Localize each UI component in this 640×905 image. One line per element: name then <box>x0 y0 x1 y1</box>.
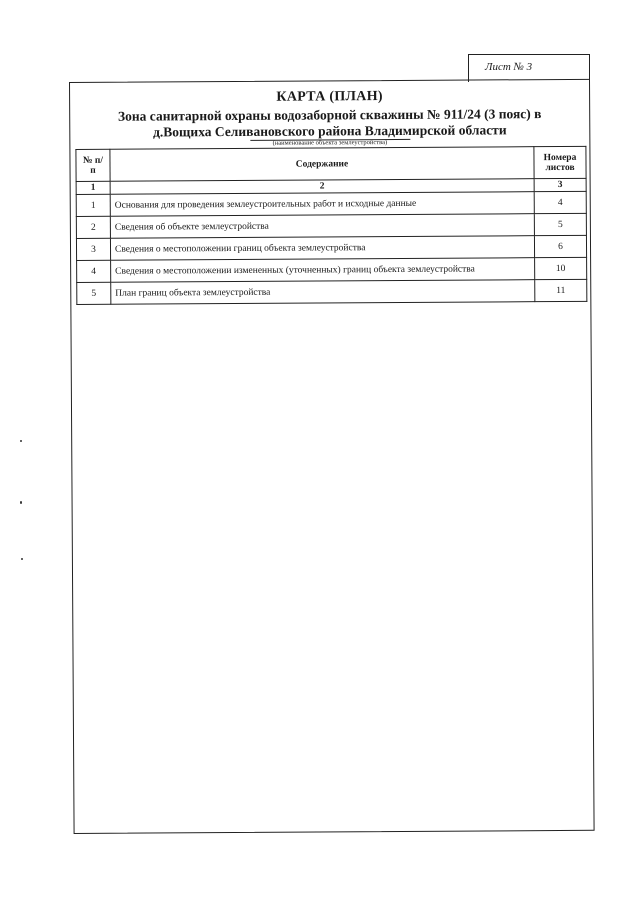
index-cell: 2 <box>110 179 534 195</box>
document-title: КАРТА (ПЛАН) <box>276 89 383 105</box>
row-num: 5 <box>77 282 111 304</box>
row-content: Основания для проведения землеустроительных работ и исходные данные <box>110 192 534 217</box>
document-frame <box>69 79 595 834</box>
row-content: Сведения о местоположении измененных (уточненных) границ объекта землеустройства <box>111 258 535 283</box>
row-sheets: 11 <box>535 279 587 301</box>
row-num: 2 <box>76 216 110 238</box>
object-caption: (наименование объекта землеустройства) <box>272 139 388 147</box>
header-num: № п/п <box>76 149 110 181</box>
row-num: 1 <box>76 194 110 216</box>
sheet-number-box <box>468 54 590 82</box>
row-num: 3 <box>76 238 110 260</box>
table-row <box>77 257 587 282</box>
table-row <box>76 213 586 238</box>
row-sheets: 4 <box>534 191 586 213</box>
row-num: 4 <box>77 260 111 282</box>
row-content: Сведения об объекте землеустройства <box>110 214 534 239</box>
contents-table <box>75 146 587 305</box>
row-content: Сведения о местоположении границ объекта землеустройства <box>110 236 534 261</box>
table-row <box>76 235 586 260</box>
header-content: Содержание <box>110 147 534 182</box>
subtitle-line-1: Зона санитарной охраны водозаборной скважины № 911/24 (3 пояс) в <box>117 106 542 124</box>
table-row <box>77 279 587 304</box>
document-subtitle <box>70 106 589 141</box>
sheet-number-label: Лист № 3 <box>485 61 533 73</box>
row-content: План границ объекта землеустройства <box>111 280 535 305</box>
row-sheets: 6 <box>534 235 586 257</box>
index-cell: 1 <box>76 181 110 194</box>
subtitle-line-2: д.Вощиха Селивановского района Владимирской области <box>152 122 507 140</box>
row-sheets: 10 <box>535 257 587 279</box>
scan-speck <box>20 440 22 442</box>
row-sheets: 5 <box>534 213 586 235</box>
scan-speck <box>20 501 22 504</box>
header-sheets: Номера листов <box>534 146 586 178</box>
scan-speck <box>21 558 23 560</box>
table-header-row <box>76 146 586 181</box>
index-cell: 3 <box>534 178 586 191</box>
table-row <box>76 191 586 216</box>
